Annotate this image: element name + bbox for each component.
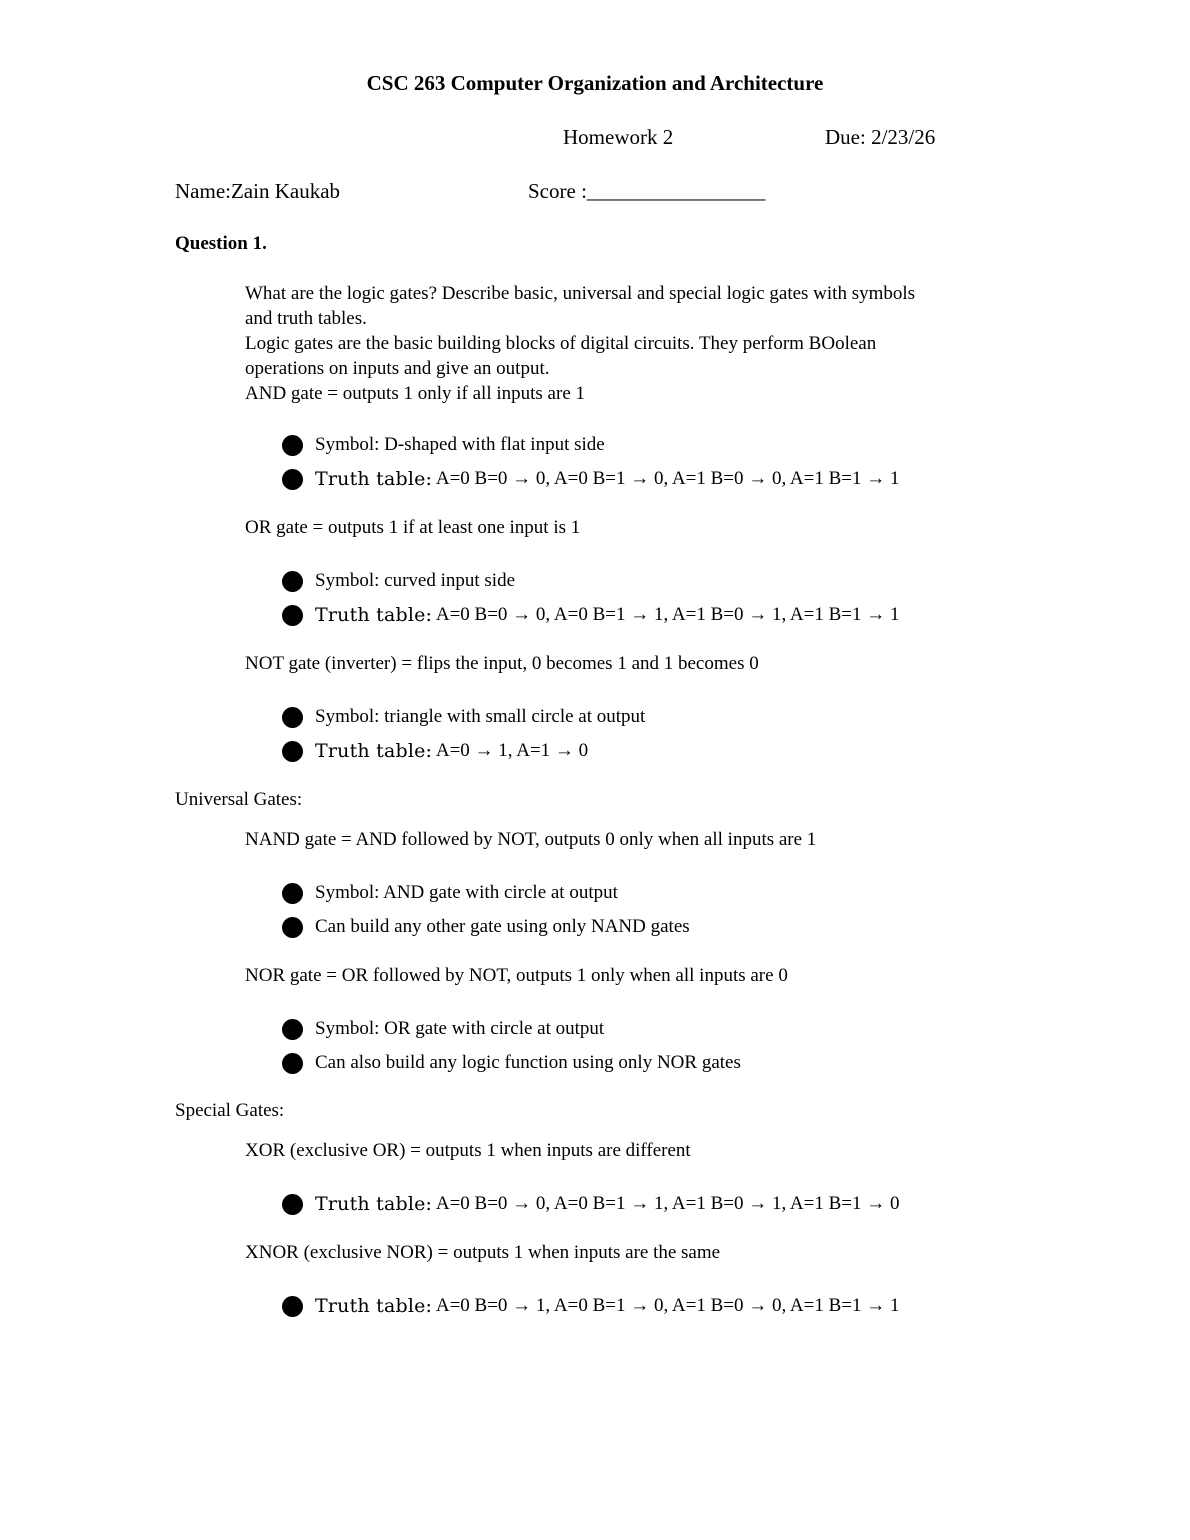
list-item [282, 1293, 900, 1319]
and-symbol-text: Symbol: D-shaped with flat input side [315, 434, 605, 455]
prompt-line: What are the logic gates? Describe basic, universal and special logic gates with symbols [245, 283, 916, 304]
list-item [282, 914, 690, 940]
or-symbol-text: Symbol: curved input side [315, 570, 516, 591]
bullet-icon [282, 571, 303, 592]
nor-gate-description: NOR gate = OR followed by NOT, outputs 1 only when all inputs are 0 [245, 965, 788, 986]
student-name: Name:Zain Kaukab [175, 179, 341, 203]
universal-gates-heading: Universal Gates: [175, 789, 303, 810]
nor-note-text: Can also build any logic function using only NOR gates [315, 1052, 741, 1073]
prompt-line: and truth tables. [245, 308, 367, 329]
truth-table-label: Truth table: [315, 468, 433, 490]
bullet-icon [282, 883, 303, 904]
bullet-icon [282, 1194, 303, 1215]
xnor-gate-description: XNOR (exclusive NOR) = outputs 1 when inputs are the same [245, 1242, 721, 1263]
homework-label: Homework 2 [563, 125, 674, 149]
or-gate-description: OR gate = outputs 1 if at least one input is 1 [245, 517, 581, 538]
not-gate-description: NOT gate (inverter) = flips the input, 0 becomes 1 and 1 becomes 0 [245, 653, 759, 674]
list-item [282, 704, 645, 730]
not-truth-table: A=0 → 1, A=1 → 0 [432, 740, 589, 761]
score-field: Score :_________________ [528, 179, 766, 203]
list-item [282, 1191, 900, 1217]
list-item [282, 466, 900, 492]
answer-line: Logic gates are the basic building blocks of digital circuits. They perform BOolean [245, 333, 877, 354]
special-gates-heading: Special Gates: [175, 1100, 285, 1121]
bullet-icon [282, 741, 303, 762]
truth-table-label: Truth table: [315, 1295, 433, 1317]
not-symbol-text: Symbol: triangle with small circle at output [315, 706, 646, 727]
nand-symbol-text: Symbol: AND gate with circle at output [315, 882, 618, 903]
and-gate-description: AND gate = outputs 1 only if all inputs are 1 [245, 383, 585, 404]
question-label: Question 1. [175, 233, 267, 254]
bullet-icon [282, 1296, 303, 1317]
truth-table-label: Truth table: [315, 740, 433, 762]
bullet-icon [282, 707, 303, 728]
xnor-truth-table: A=0 B=0 → 1, A=0 B=1 → 0, A=1 B=0 → 0, A=1 B=1 → 1 [432, 1295, 900, 1316]
xor-gate-description: XOR (exclusive OR) = outputs 1 when inputs are different [245, 1140, 691, 1161]
bullet-icon [282, 917, 303, 938]
list-item [282, 1050, 741, 1076]
list-item [282, 1016, 604, 1042]
course-title: CSC 263 Computer Organization and Architecture [366, 71, 824, 95]
or-truth-table: A=0 B=0 → 0, A=0 B=1 → 1, A=1 B=0 → 1, A=1 B=1 → 1 [432, 604, 900, 625]
list-item [282, 432, 605, 458]
nand-note-text: Can build any other gate using only NAND gates [315, 916, 690, 937]
nand-gate-description: NAND gate = AND followed by NOT, outputs 0 only when all inputs are 1 [245, 829, 817, 850]
list-item [282, 880, 618, 906]
bullet-icon [282, 435, 303, 456]
due-date: Due: 2/23/26 [825, 125, 936, 149]
list-item [282, 738, 588, 764]
bullet-icon [282, 1053, 303, 1074]
bullet-icon [282, 1019, 303, 1040]
question-prompt [245, 281, 1035, 406]
bullet-icon [282, 469, 303, 490]
truth-table-label: Truth table: [315, 604, 433, 626]
nor-symbol-text: Symbol: OR gate with circle at output [315, 1018, 605, 1039]
list-item [282, 568, 515, 594]
answer-line: operations on inputs and give an output. [245, 358, 550, 379]
bullet-icon [282, 605, 303, 626]
xor-truth-table: A=0 B=0 → 0, A=0 B=1 → 1, A=1 B=0 → 1, A=1 B=1 → 0 [432, 1193, 900, 1214]
and-truth-table: A=0 B=0 → 0, A=0 B=1 → 0, A=1 B=0 → 0, A=1 B=1 → 1 [432, 468, 900, 489]
truth-table-label: Truth table: [315, 1193, 433, 1215]
list-item [282, 602, 900, 628]
